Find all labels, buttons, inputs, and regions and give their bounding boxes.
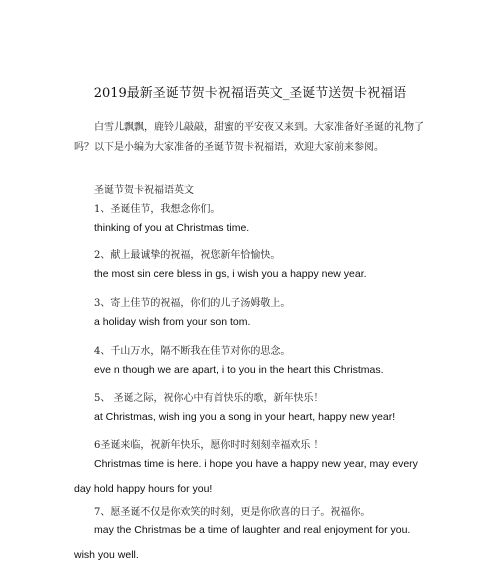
item-2-chinese: 2、献上最诚挚的祝福，祝您新年恰愉快。 <box>94 250 281 261</box>
intro-paragraph: 白雪儿飘飘，鹿铃儿敲敲，甜蜜的平安夜又来到。大家准备好圣诞的礼物了吗？以下是小编为大家准备的圣诞节贺卡祝福语，欢迎大家前来参阅。 <box>74 122 424 153</box>
item-2-english: the most sin cere bless in gs, i wish you a happy new year. <box>94 268 367 280</box>
item-3-english: a holiday wish from your son tom. <box>94 316 251 328</box>
item-7-chinese: 7、愿圣诞不仅是你欢笑的时刻，更是你欣喜的日子。祝福你。 <box>94 507 371 518</box>
section-heading: 圣诞节贺卡祝福语英文 <box>94 185 194 196</box>
item-6-english: Christmas time is here. i hope you have a happy new year, may every day hold happy hours for you! <box>74 458 418 495</box>
page-title: 2019最新圣诞节贺卡祝福语英文_圣诞节送贺卡祝福语 <box>93 86 407 101</box>
item-7-english: may the Christmas be a time of laughter and real enjoyment for you. wish you well. <box>74 524 411 561</box>
item-1-chinese: 1、圣诞佳节，我想念你们。 <box>94 204 221 215</box>
item-1-english: thinking of you at Christmas time. <box>94 222 250 234</box>
item-3-chinese: 3、寄上佳节的祝福，你们的儿子汤姆敬上。 <box>94 298 291 309</box>
item-6-chinese: 6圣诞来临，祝新年快乐，愿你时时刻刻幸福欢乐 ！ <box>94 440 324 451</box>
item-5-english: at Christmas, wish ing you a song in your heart, happy new year! <box>94 411 396 423</box>
item-5-chinese: 5、 圣诞之际，祝你心中有首快乐的歌，新年快乐！ <box>94 393 324 404</box>
item-4-english: eve n though we are apart, i to you in the heart this Christmas. <box>94 364 384 376</box>
item-4-chinese: 4、千山万水，隔不断我在佳节对你的思念。 <box>94 346 291 357</box>
